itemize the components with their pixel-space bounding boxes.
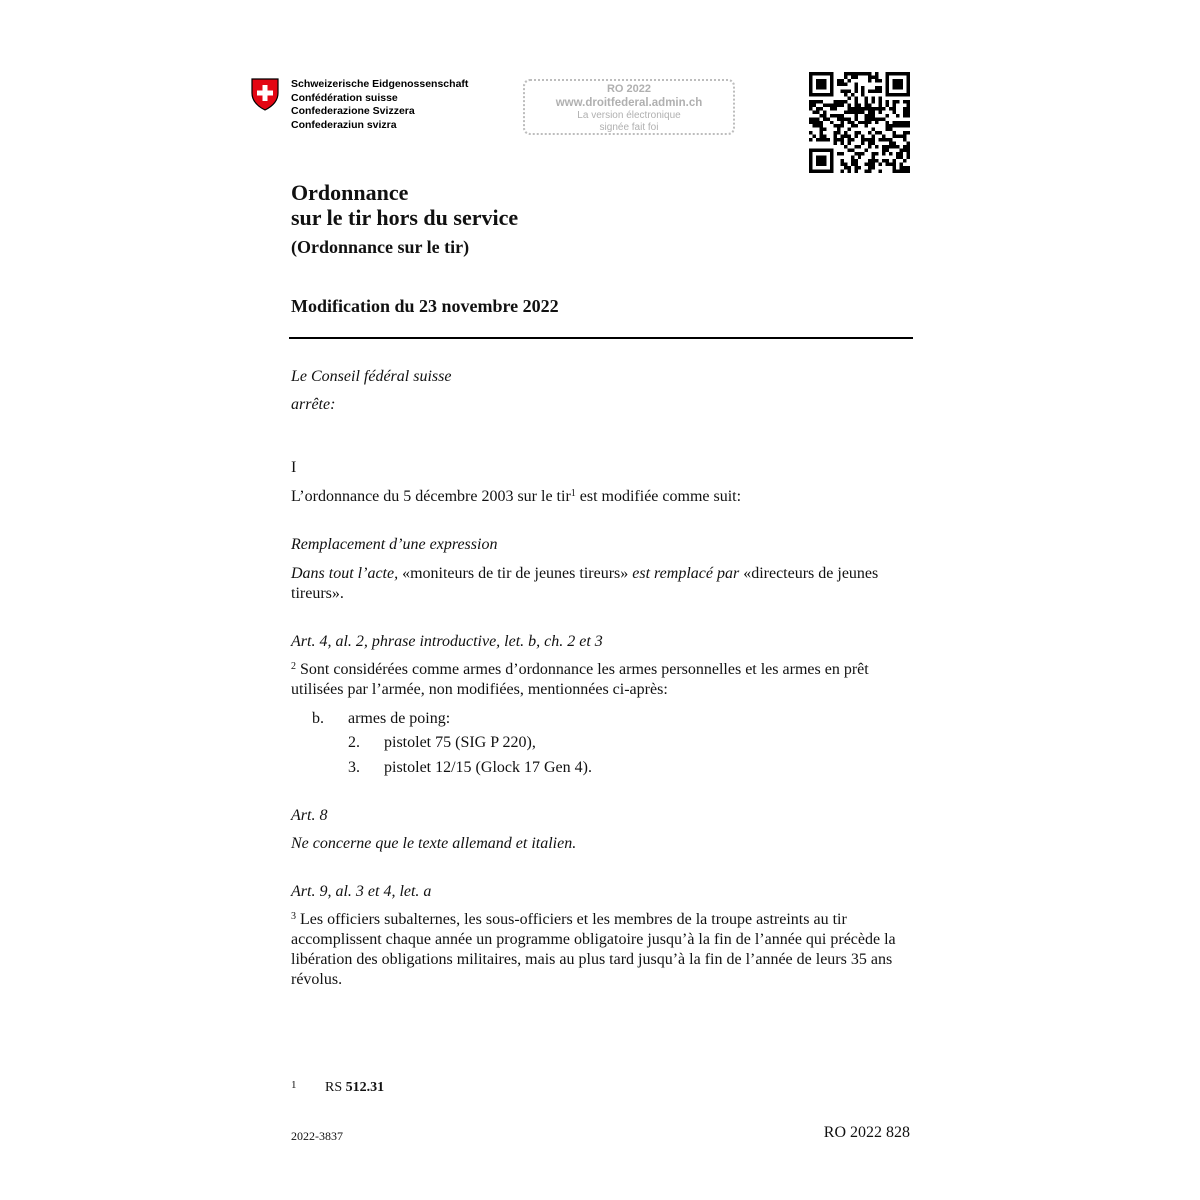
gov-name-de: Schweizerische Eidgenossenschaft (291, 78, 469, 90)
electronic-version-stamp (523, 79, 735, 135)
art4-sub-item-3-text: pistolet 12/15 (Glock 17 Gen 4). (384, 759, 592, 776)
art4-paragraph-number: 2 (291, 661, 296, 672)
footnote-prefix: RS (325, 1080, 346, 1095)
swiss-coat-of-arms-icon (250, 77, 280, 111)
document-number: 2022-3837 (291, 1129, 343, 1143)
gov-name-fr: Confédération suisse (291, 91, 398, 104)
stamp-line-4: signée fait foi (599, 122, 659, 133)
art8-heading: Art. 8 (291, 807, 328, 824)
replacement-part-1: Dans tout l’acte, (291, 565, 399, 582)
art9-heading: Art. 9, al. 3 et 4, let. a (291, 883, 432, 900)
section-intro (291, 487, 913, 507)
footnote-ref-number: 512.31 (345, 1080, 385, 1095)
art4-item-b-marker: b. (312, 710, 324, 727)
section-intro-text-end: est modifiée comme suit: (575, 488, 742, 505)
preamble-decree: arrête: (291, 396, 336, 413)
stamp-line-1: RO 2022 (606, 83, 652, 95)
art9-paragraph-text: Les officiers subalternes, les sous-officiers et les membres de la troupe astreints au tir accomplissent chaque année un programme obligatoire jusqu’à la fin de l’année qui précède la libération des obligations militaires, mais au plus tard jusqu’à la fin de l’année de leurs 35 ans révolus. (291, 911, 896, 988)
preamble-authority: Le Conseil fédéral suisse (291, 368, 452, 385)
art4-paragraph-text: Sont considérées comme armes d’ordonnance les armes personnelles et les armes en prêt utilisées par l’armée, non modifiées, mentionnées ci-après: (291, 661, 869, 698)
art9-paragraph-number: 3 (291, 911, 296, 922)
art4-item-b-text: armes de poing: (348, 710, 451, 727)
art4-heading: Art. 4, al. 2, phrase introductive, let. b, ch. 2 et 3 (291, 633, 603, 650)
replacement-part-4: «directeurs de jeunes tireurs». (291, 565, 879, 602)
official-compilation-ref: RO 2022 828 (823, 1124, 910, 1141)
stamp-line-3: La version électronique (577, 110, 681, 121)
section-intro-text: L’ordonnance du 5 décembre 2003 sur le tir (291, 488, 571, 505)
replacement-text (291, 564, 913, 604)
section-numeral: I (291, 459, 297, 476)
art9-paragraph (291, 910, 913, 990)
qr-code-icon (809, 72, 910, 173)
modification-date: Modification du 23 novembre 2022 (291, 296, 559, 316)
document-title (291, 180, 518, 230)
art8-text: Ne concerne que le texte allemand et italien. (291, 835, 577, 852)
art4-paragraph (291, 660, 913, 700)
title-divider (289, 337, 913, 339)
footnote-text (325, 1079, 384, 1097)
stamp-line-2: www.droitfederal.admin.ch (555, 97, 703, 109)
replacement-part-2: «moniteurs de tir de jeunes tireurs» (398, 565, 633, 582)
gov-name-rm: Confederaziun svizra (291, 118, 397, 131)
art4-sub-item-3-marker: 3. (348, 759, 360, 776)
replacement-part-3: est remplacé par (632, 565, 740, 582)
footnote-ref[interactable]: 1 (570, 488, 576, 499)
title-line-2: sur le tir hors du service (291, 205, 519, 230)
short-title: (Ordonnance sur le tir) (291, 237, 470, 257)
gov-name-it: Confederazione Svizzera (291, 105, 415, 117)
art4-sub-item-2-text: pistolet 75 (SIG P 220), (384, 734, 536, 751)
footnote-number: 1 (291, 1079, 297, 1091)
government-names (291, 78, 468, 132)
title-line-1: Ordonnance (291, 180, 409, 205)
art4-sub-item-2-marker: 2. (348, 734, 360, 751)
replacement-heading: Remplacement d’une expression (291, 536, 498, 553)
